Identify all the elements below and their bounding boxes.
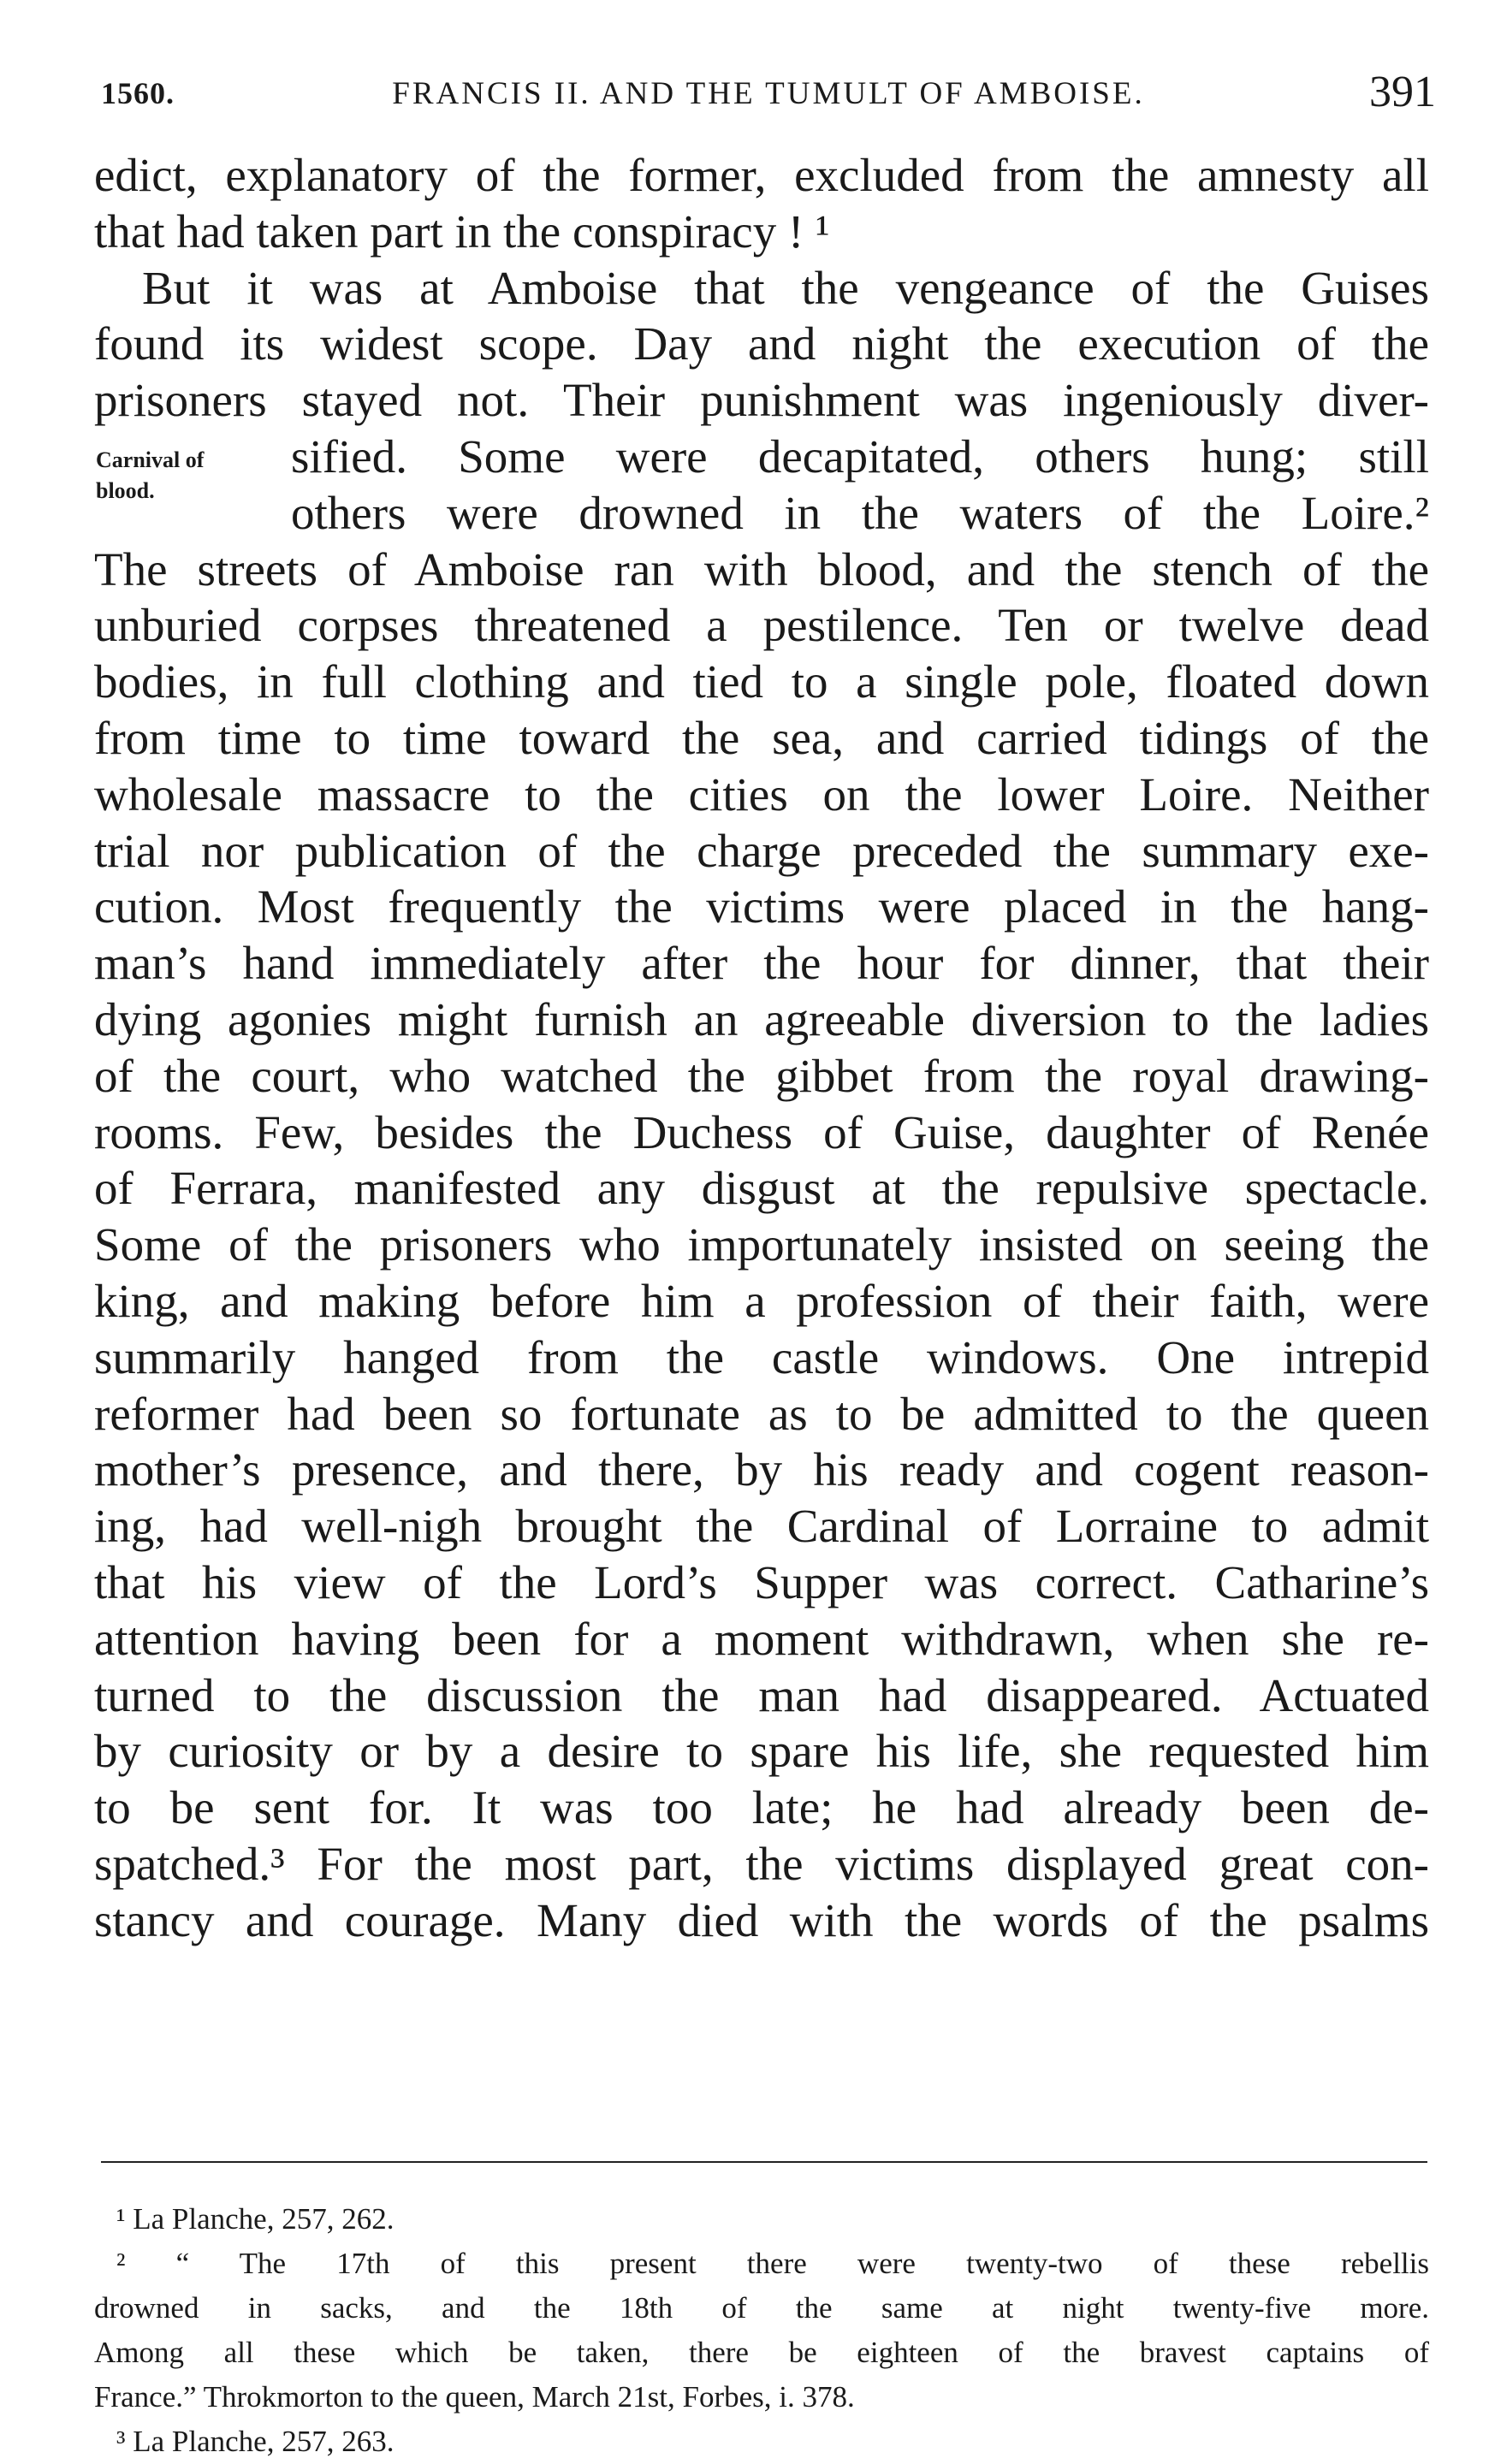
running-header <box>101 68 1436 128</box>
page-number: 391 <box>1369 68 1436 116</box>
body-line: rooms. Few, besides the Duchess of Guise, daughter of Renée <box>94 1105 1429 1158</box>
body-line: spatched.³ For the most part, the victims displayed great con- <box>94 1837 1429 1890</box>
footnote-line: ³ La Planche, 257, 263. <box>116 2425 395 2458</box>
body-line: cution. Most frequently the victims were placed in the hang- <box>94 880 1429 933</box>
body-line: reformer had been so fortunate as to be admitted to the queen <box>94 1387 1429 1440</box>
header-year: 1560. <box>101 76 175 110</box>
body-line: man’s hand immediately after the hour for dinner, that their <box>94 937 1429 990</box>
body-line: trial nor publication of the charge preceded the summary exe- <box>94 824 1429 877</box>
footnote-line: ² “ The 17th of this present there were twenty-two of these rebellis <box>116 2247 1429 2280</box>
body-line: others were drowned in the waters of the Loire.² <box>291 486 1429 539</box>
footnote-line: France.” Throkmorton to the queen, March 21st, Forbes, i. 378. <box>94 2380 855 2414</box>
margin-note-line: blood. <box>96 478 155 503</box>
body-line: king, and making before him a profession of their faith, were <box>94 1274 1429 1327</box>
body-line: of the court, who watched the gibbet from the royal drawing- <box>94 1049 1429 1102</box>
margin-note-line: Carnival of <box>96 447 205 472</box>
footnote-line: ¹ La Planche, 257, 262. <box>116 2202 395 2236</box>
body-line: dying agonies might furnish an agreeable diversion to the ladies <box>94 992 1429 1045</box>
body-line: stancy and courage. Many died with the words of the psalms <box>94 1893 1429 1946</box>
body-line: turned to the discussion the man had disappeared. Actuated <box>94 1668 1429 1721</box>
footnotes <box>94 2197 1429 2464</box>
footnote-line: drowned in sacks, and the 18th of the same at night twenty-five more. <box>94 2291 1429 2325</box>
footnote-divider <box>101 2161 1427 2163</box>
body-line: ing, had well-nigh brought the Cardinal of Lorraine to admit <box>94 1500 1429 1553</box>
body-line: found its widest scope. Day and night the execution of the <box>94 317 1429 370</box>
body-line: that his view of the Lord’s Supper was correct. Catharine’s <box>94 1555 1429 1608</box>
body-line: unburied corpses threatened a pestilence. Ten or twelve dead <box>94 599 1429 652</box>
body-line: to be sent for. It was too late; he had already been de- <box>94 1781 1429 1834</box>
body-line: mother’s presence, and there, by his ready and cogent reason- <box>94 1443 1429 1496</box>
body-line: summarily hanged from the castle windows. One intrepid <box>94 1330 1429 1383</box>
body-line: edict, explanatory of the former, excluded from the amnesty all <box>94 149 1429 201</box>
body-line: by curiosity or by a desire to spare his life, she requested him <box>94 1725 1429 1778</box>
body-text <box>94 147 1429 1949</box>
body-line: of Ferrara, manifested any disgust at the repulsive spectacle. <box>94 1162 1429 1215</box>
body-line: bodies, in full clothing and tied to a single pole, floated down <box>94 655 1429 708</box>
body-line: attention having been for a moment withdrawn, when she re- <box>94 1612 1429 1665</box>
body-line: But it was at Amboise that the vengeance of the Guises <box>142 261 1429 314</box>
footnote-line: Among all these which be taken, there be eighteen of the bravest captains of <box>94 2336 1429 2369</box>
body-line: sified. Some were decapitated, others hung; still <box>291 429 1429 483</box>
body-line: that had taken part in the conspiracy ! ¹ <box>94 204 830 258</box>
body-line: prisoners stayed not. Their punishment was ingeniously diver- <box>94 374 1429 427</box>
header-title: FRANCIS II. AND THE TUMULT OF AMBOISE. <box>392 76 1145 111</box>
body-line: Some of the prisoners who importunately insisted on seeing the <box>94 1218 1429 1271</box>
body-line: The streets of Amboise ran with blood, and the stench of the <box>94 542 1429 595</box>
body-line: from time to time toward the sea, and carried tidings of the <box>94 711 1429 764</box>
body-line: wholesale massacre to the cities on the lower Loire. Neither <box>94 767 1429 820</box>
